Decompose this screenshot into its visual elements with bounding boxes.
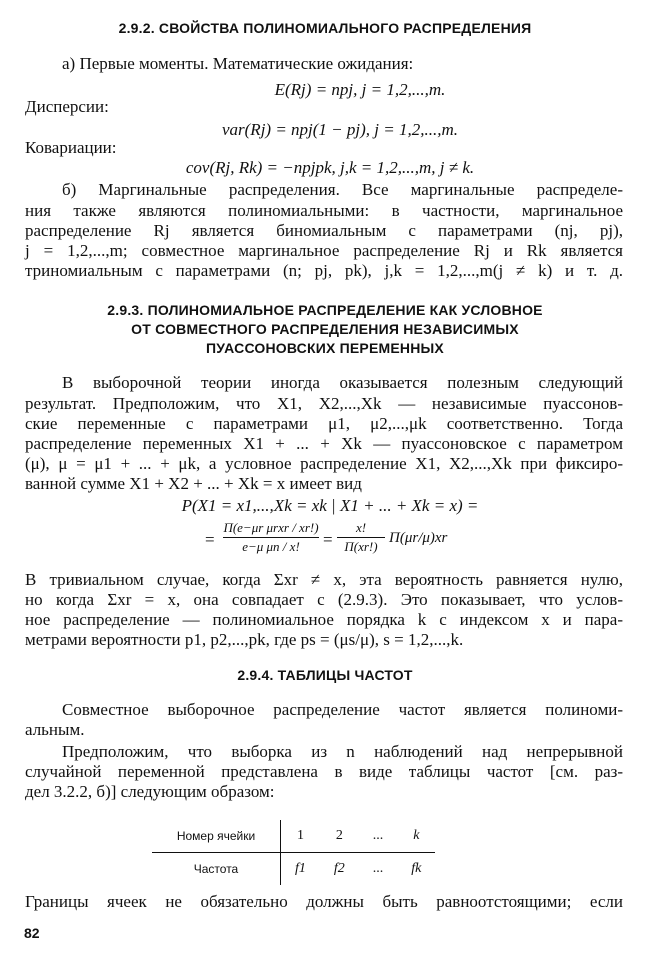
section-heading-2-9-2: 2.9.2. СВОЙСТВА ПОЛИНОМИАЛЬНОГО РАСПРЕДЕЛЕНИЯ: [118, 20, 532, 36]
sampling-paragraph-line: (μ), μ = μ1 + ... + μk, а условное распределение X1, X2,...,Xk при фиксиро-: [25, 454, 623, 473]
table-cell: f1: [295, 861, 306, 876]
first-moments-line: а) Первые моменты. Математические ожидания:: [62, 54, 414, 73]
fraction-numerator: Π(e−μr μrxr / xr!): [223, 520, 319, 538]
table-cell: f2: [333, 861, 345, 876]
product-term: Π(μr/μ)xr: [389, 530, 448, 546]
section-heading-2-9-3: ОТ СОВМЕСТНОГО РАСПРЕДЕЛЕНИЯ НЕЗАВИСИМЫХ: [131, 321, 519, 337]
frequency-paragraph-line: альным.: [25, 720, 85, 739]
trivial-case-line: В тривиальном случае, когда Σxr ≠ x, эта вероятность равняется нулю,: [25, 570, 623, 589]
formula-covariance: cov(Rj, Rk) = −npjpk, j,k = 1,2,...,m, j ≠ k.: [185, 158, 475, 177]
section-heading-2-9-3: 2.9.3. ПОЛИНОМИАЛЬНОЕ РАСПРЕДЕЛЕНИЕ КАК УСЛОВНОЕ: [107, 302, 543, 318]
sampling-paragraph-line: В выборочной теории иногда оказывается полезным следующий: [62, 373, 623, 392]
marginal-line: j = 1,2,...,m; совместное маргинальное распределение Rj и Rk является: [25, 241, 623, 260]
marginal-line: триномиальным с параметрами (n; pj, pk), j,k = 1,2,...,m(j ≠ k) и т. д.: [25, 261, 623, 280]
sampling-paragraph-line: ванной сумме X1 + X2 + ... + Xk = x имеет вид: [25, 474, 362, 493]
frequency-paragraph-line: Совместное выборочное распределение частот является полиноми-: [62, 700, 623, 719]
table-cell: 1: [281, 820, 320, 853]
trivial-case-line: но когда Σxr = x, она совпадает с (2.9.3). Это показывает, что услов-: [25, 590, 623, 609]
table-cell: ...: [372, 861, 384, 876]
formula-conditional-probability: P(X1 = x1,...,Xk = xk | X1 + ... + Xk = x) =: [181, 496, 479, 515]
marginal-line: б) Маргинальные распределения. Все маргинальные распределе-: [62, 180, 623, 199]
sampling-paragraph-line: результат. Предположим, что X1, X2,...,Xk — независимые пуассонов-: [25, 394, 623, 413]
sampling-paragraph-line: ские переменные с параметрами μ1, μ2,...,μk соответственно. Тогда: [25, 414, 623, 433]
table-row: [152, 853, 435, 886]
marginal-line: распределение Rj является биномиальным с параметрами (nj, pj),: [25, 221, 623, 240]
fraction-denominator: e−μ μn / x!: [242, 539, 300, 554]
frequency-paragraph-line: случайной переменной представлена в виде таблицы частот [см. раз-: [25, 762, 623, 781]
marginal-line: ния также являются полиномиальными: в частности, маргинальное: [25, 201, 623, 220]
formula-variance: var(Rj) = npj(1 − pj), j = 1,2,...,m.: [221, 120, 459, 139]
table-cell: k: [397, 820, 435, 853]
page-number: 82: [24, 925, 40, 941]
cell-boundaries-line: Границы ячеек не обязательно должны быть равноотстоящими; если: [25, 892, 623, 911]
trivial-case-line: метрами вероятности p1, p2,...,pk, где ps = (μs/μ), s = 1,2,...,k.: [25, 630, 464, 649]
table-row-label: Номер ячейки: [152, 820, 281, 853]
table-row: [152, 820, 435, 853]
fraction-numerator: x!: [337, 520, 385, 538]
table-row-label: Частота: [152, 853, 281, 886]
frequency-paragraph-line: Предположим, что выборка из n наблюдений над непрерывной: [62, 742, 623, 761]
dispersion-label: Дисперсии:: [25, 97, 109, 116]
section-heading-2-9-4: 2.9.4. ТАБЛИЦЫ ЧАСТОТ: [237, 667, 413, 683]
frequency-table: [152, 820, 435, 885]
table-cell: 2: [320, 820, 359, 853]
equals-sign: =: [205, 530, 215, 549]
trivial-case-line: ное распределение — полиномиальное порядка k с индексом x и пара-: [25, 610, 623, 629]
table-cell: fk: [411, 861, 422, 876]
sampling-paragraph-line: распределение переменных X1 + ... + Xk — пуассоновское с параметром: [25, 434, 623, 453]
covariance-label: Ковариации:: [25, 138, 117, 157]
formula-mean: E(Rj) = npj, j = 1,2,...,m.: [274, 80, 446, 99]
table-cell: ...: [359, 820, 398, 853]
frequency-paragraph-line: дел 3.2.2, б)] следующим образом:: [25, 782, 275, 801]
fraction-denominator: Π(xr!): [344, 539, 378, 554]
section-heading-2-9-3: ПУАССОНОВСКИХ ПЕРЕМЕННЫХ: [206, 340, 444, 356]
formula-fraction-expression: = Π(e−μr μrxr / xr!) e−μ μn / x! = $\frac{x!}{\Pi(xr!)}$ Π(μr/μ)xr: [205, 520, 448, 554]
